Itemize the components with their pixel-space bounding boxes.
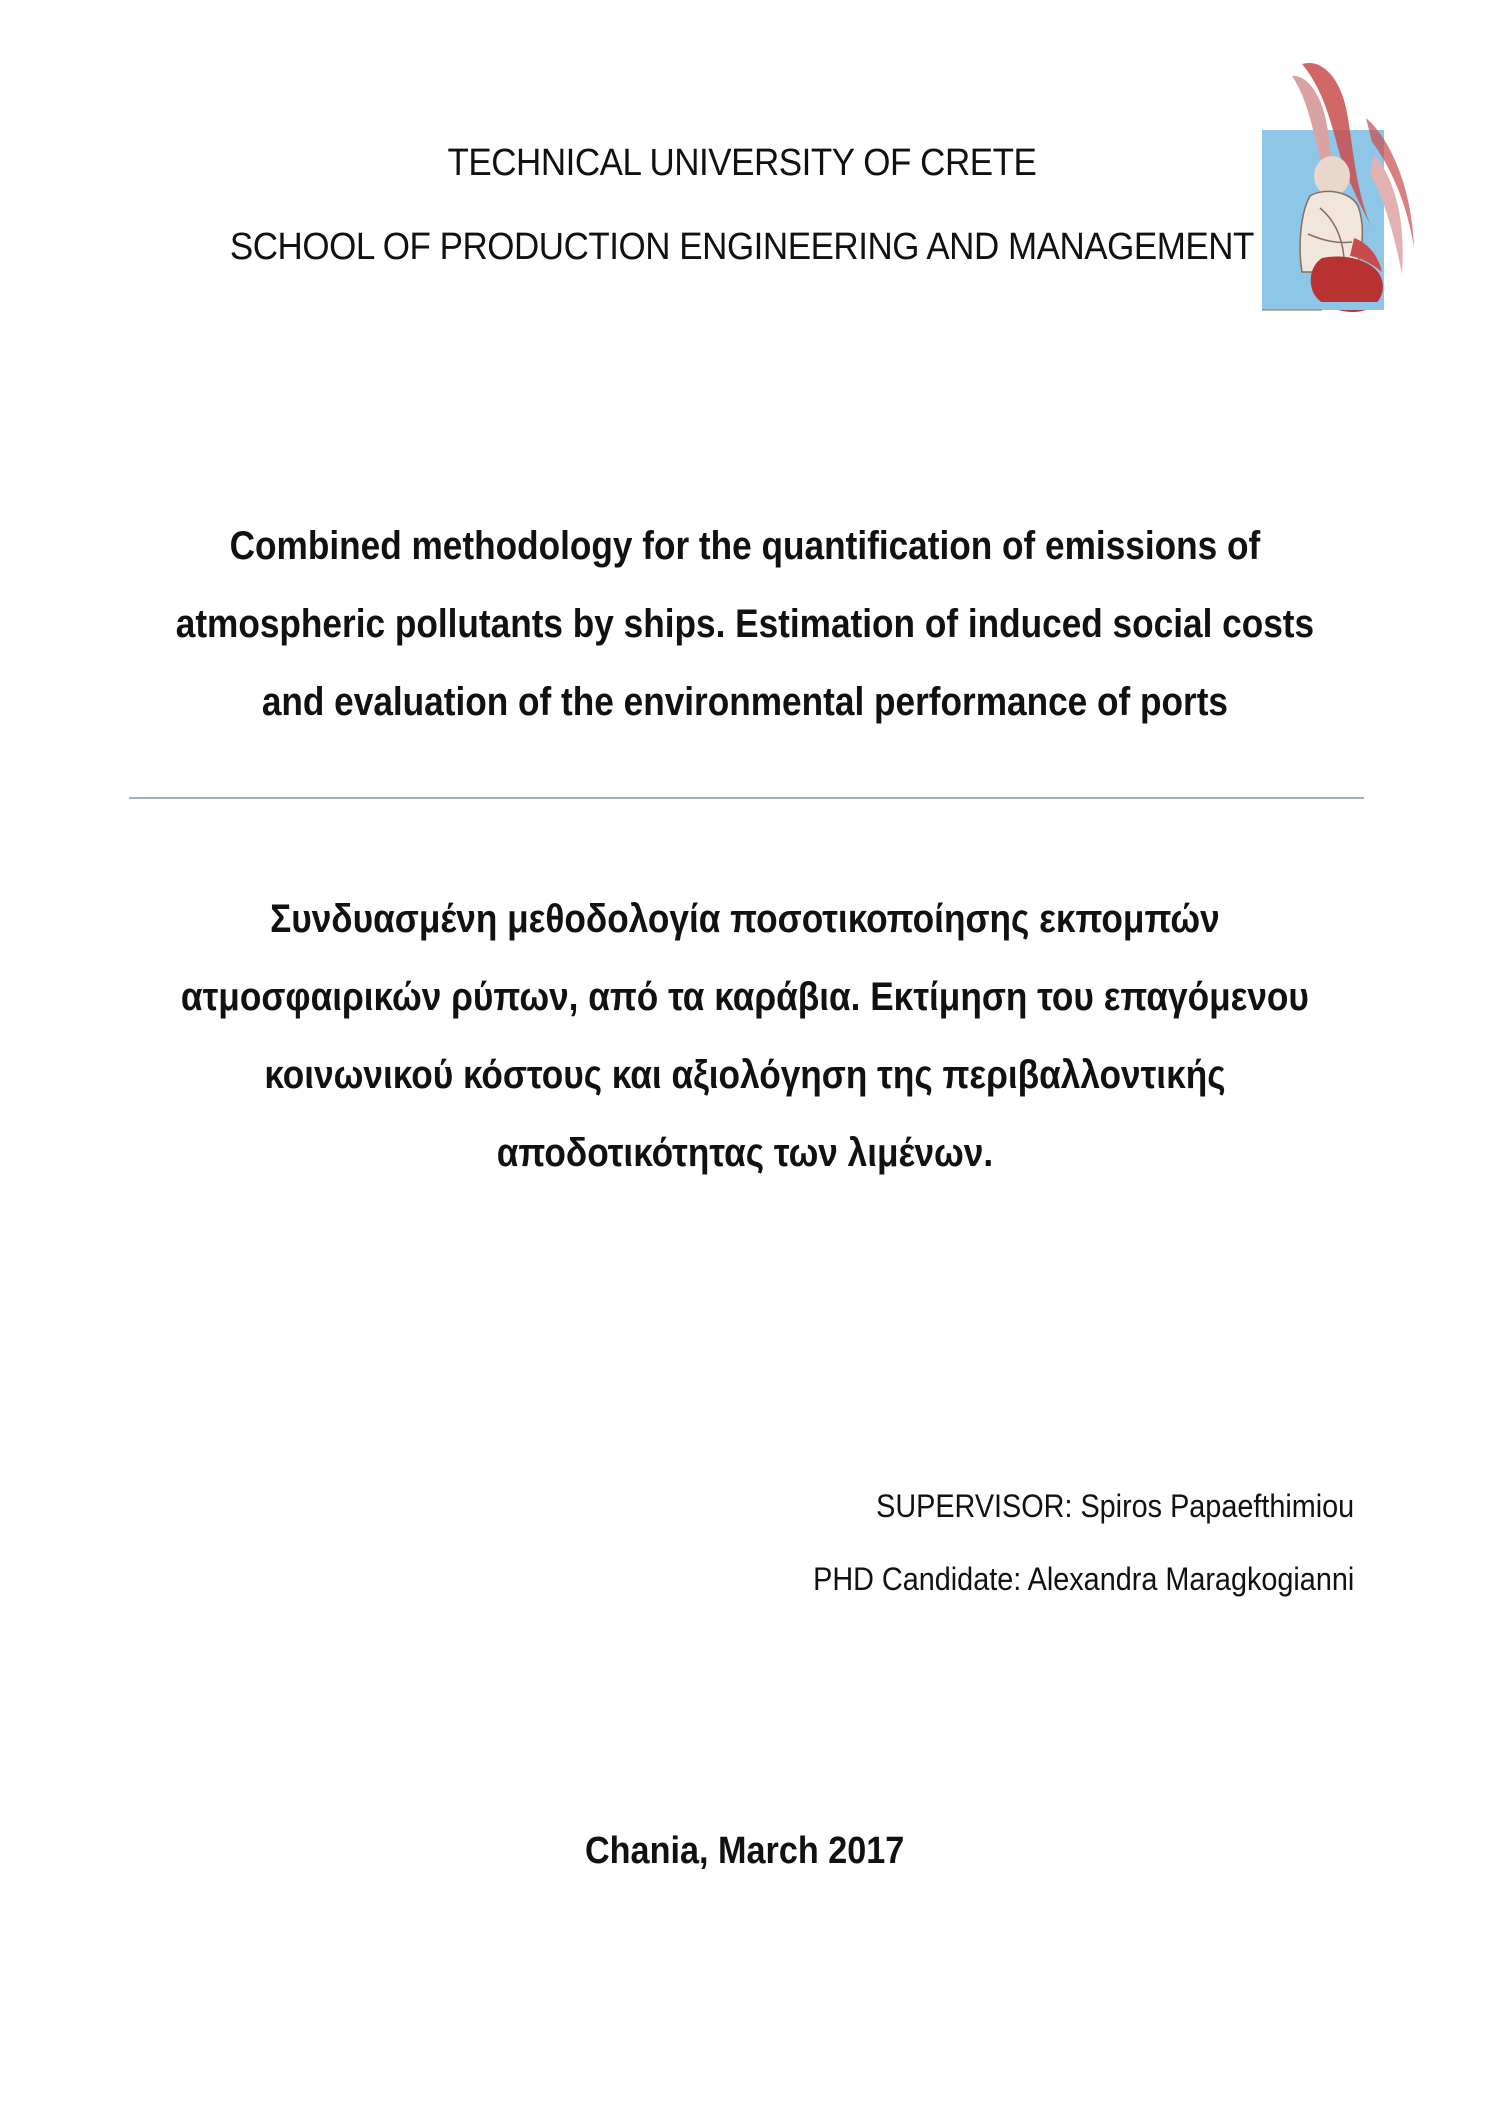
place-and-date: Chania, March 2017 <box>584 1830 905 1872</box>
thesis-title-english <box>0 507 1489 741</box>
title-gr-line: ατμοσφαιρικών ρύπων, από τα καράβια. Εκτίμηση του επαγόμενου <box>180 975 1309 1019</box>
thesis-title-greek <box>0 880 1489 1192</box>
title-gr-line: Συνδυασμένη μεθοδολογία ποσοτικοποίησης εκπομπών <box>270 897 1220 941</box>
title-gr-line: αποδοτικότητας των λιμένων. <box>496 1131 994 1175</box>
title-en-line: atmospheric pollutants by ships. Estimation of induced social costs <box>175 602 1315 646</box>
section-divider <box>129 797 1364 799</box>
supervisor-credit: SUPERVISOR: Spiros Papaefthimiou <box>875 1488 1354 1524</box>
school-name: SCHOOL OF PRODUCTION ENGINEERING AND MANAGEMENT <box>229 226 1254 268</box>
university-name: TECHNICAL UNIVERSITY OF CRETE <box>447 142 1037 184</box>
title-en-line: Combined methodology for the quantification of emissions of <box>229 524 1261 568</box>
title-gr-line: κοινωνικού κόστους και αξιολόγηση της περιβαλλοντικής <box>264 1053 1226 1097</box>
candidate-credit: PHD Candidate: Alexandra Maragkogianni <box>812 1561 1354 1597</box>
title-en-line: and evaluation of the environmental performance of ports <box>261 680 1229 724</box>
university-emblem-icon <box>1262 58 1422 316</box>
